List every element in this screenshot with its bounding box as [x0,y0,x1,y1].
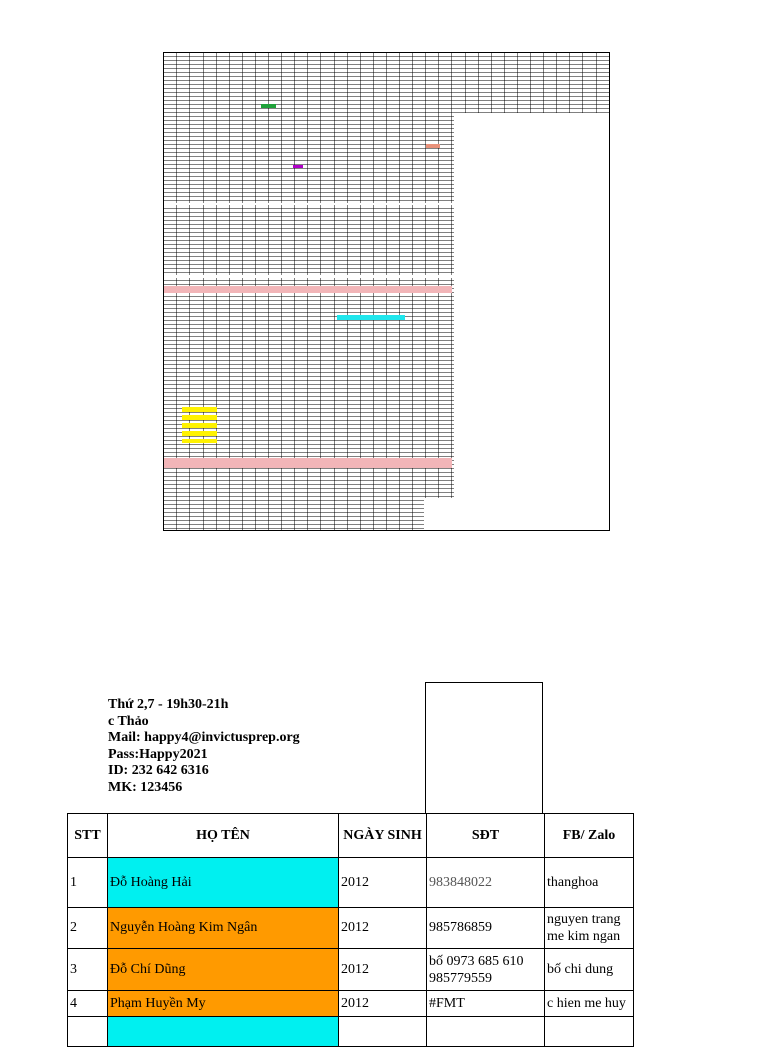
cell-stt [68,1017,108,1047]
table-header-row [68,814,634,858]
spreadsheet-thumbnail [163,52,610,531]
cell-dob: 2012 [339,991,427,1017]
thumb-green-cell [261,104,276,108]
meeting-id-line: ID: 232 642 6316 [108,763,209,778]
thumb-salmon-cell [426,144,440,148]
cell-stt: 4 [68,991,108,1017]
cell-fb [545,1017,634,1047]
student-roster-table [67,813,634,1047]
teacher-line: c Thảo [108,713,149,729]
table-row [68,949,634,991]
header-dob: NGÀY SINH [339,814,427,858]
thumb-gap-3 [454,205,609,275]
thumb-gap-5 [454,278,609,518]
table-row [68,991,634,1017]
cell-name: Nguyễn Hoàng Kim Ngân [108,908,339,949]
cell-name: Phạm Huyền My [108,991,339,1017]
thumb-gap-6 [424,498,609,530]
thumb-yellow-cell-3 [182,423,217,428]
cell-phone: 985786859 [427,908,545,949]
thumb-purple-cell [293,165,303,168]
cell-name: Đỗ Chí Dũng [108,949,339,991]
thumb-yellow-cell-1 [182,407,217,412]
cell-stt: 3 [68,949,108,991]
table-row [68,1017,634,1047]
password-line: Pass:Happy2021 [108,746,208,762]
cell-fb: nguyen trang me kim ngan [545,908,634,949]
cell-dob: 2012 [339,908,427,949]
thumb-yellow-cell-5 [182,439,217,443]
thumb-yellow-cell-2 [182,415,217,420]
cell-phone: 983848022 [427,858,545,908]
class-info-block [108,697,408,796]
header-phone: SĐT [427,814,545,858]
cell-dob: 2012 [339,949,427,991]
thumb-pink-row [164,286,452,293]
cell-phone: #FMT [427,991,545,1017]
cell-fb: thanghoa [545,858,634,908]
header-fb: FB/ Zalo [545,814,634,858]
thumb-gap-2 [454,113,609,203]
cell-dob [339,1017,427,1047]
thumb-cyan-cells [337,315,405,320]
cell-stt: 1 [68,858,108,908]
cell-dob: 2012 [339,858,427,908]
schedule-line: Thứ 2,7 - 19h30-21h [108,697,229,712]
meeting-passcode-line: MK: 123456 [108,779,183,795]
table-row [68,908,634,949]
cell-fb: c hien me huy [545,991,634,1017]
mail-line: Mail: happy4@invictusprep.org [108,730,300,745]
thumb-pink-row-2 [164,458,452,468]
header-stt: STT [68,814,108,858]
cell-phone: bố 0973 685 610 985779559 [427,949,545,991]
cell-phone [427,1017,545,1047]
empty-cell-box [425,682,543,813]
header-name: HỌ TÊN [108,814,339,858]
cell-fb: bố chi dung [545,949,634,991]
thumb-yellow-cell-4 [182,431,217,436]
cell-name: Đỗ Hoàng Hải [108,858,339,908]
table-row [68,858,634,908]
cell-stt: 2 [68,908,108,949]
cell-name [108,1017,339,1047]
